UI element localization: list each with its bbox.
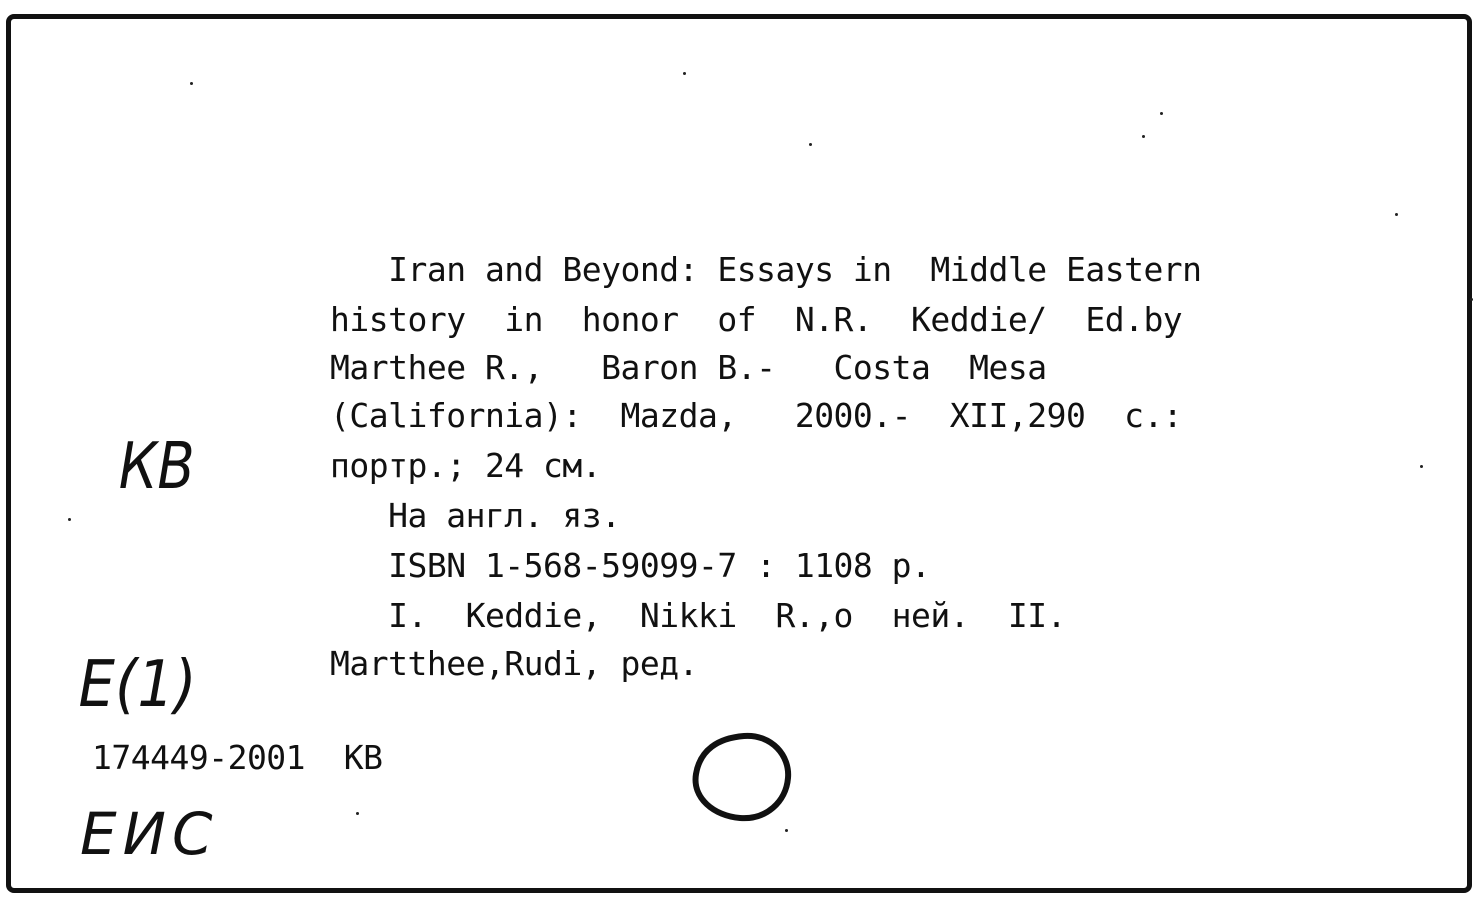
scan-speck <box>356 812 359 815</box>
record-line-6: На англ. яз. <box>330 496 621 535</box>
scan-speck <box>809 143 812 146</box>
scan-speck <box>1160 112 1163 115</box>
record-line-9: Martthee,Rudi, ред. <box>330 644 698 683</box>
handwritten-eis: ЕИС <box>80 800 219 868</box>
record-line-2: history in honor of N.R. Keddie/ Ed.by <box>330 300 1183 339</box>
scan-speck <box>190 82 193 85</box>
handwritten-e1: E(1) <box>78 648 197 722</box>
record-line-3: Marthee R., Baron B.- Costa Mesa <box>330 348 1047 387</box>
record-line-4: (California): Mazda, 2000.- XII,290 c.: <box>330 396 1183 435</box>
handwritten-kv: КВ <box>118 430 195 504</box>
record-line-7: ISBN 1-568-59099-7 : 1108 р. <box>330 546 931 585</box>
record-line-5: портр.; 24 см. <box>330 446 602 485</box>
scan-speck <box>68 518 71 521</box>
record-line-8: I. Keddie, Nikki R.,о ней. II. <box>330 596 1066 635</box>
scan-speck <box>683 72 686 75</box>
accession-number: 174449-2001 КВ <box>92 738 383 777</box>
scan-speck <box>1142 135 1145 138</box>
scan-speck <box>1395 213 1398 216</box>
circle-mark-icon <box>684 728 804 828</box>
record-line-1: Iran and Beyond: Essays in Middle Eastern <box>330 250 1202 289</box>
scan-speck <box>1420 465 1423 468</box>
scan-speck <box>785 829 788 832</box>
scan-speck <box>1470 298 1473 301</box>
